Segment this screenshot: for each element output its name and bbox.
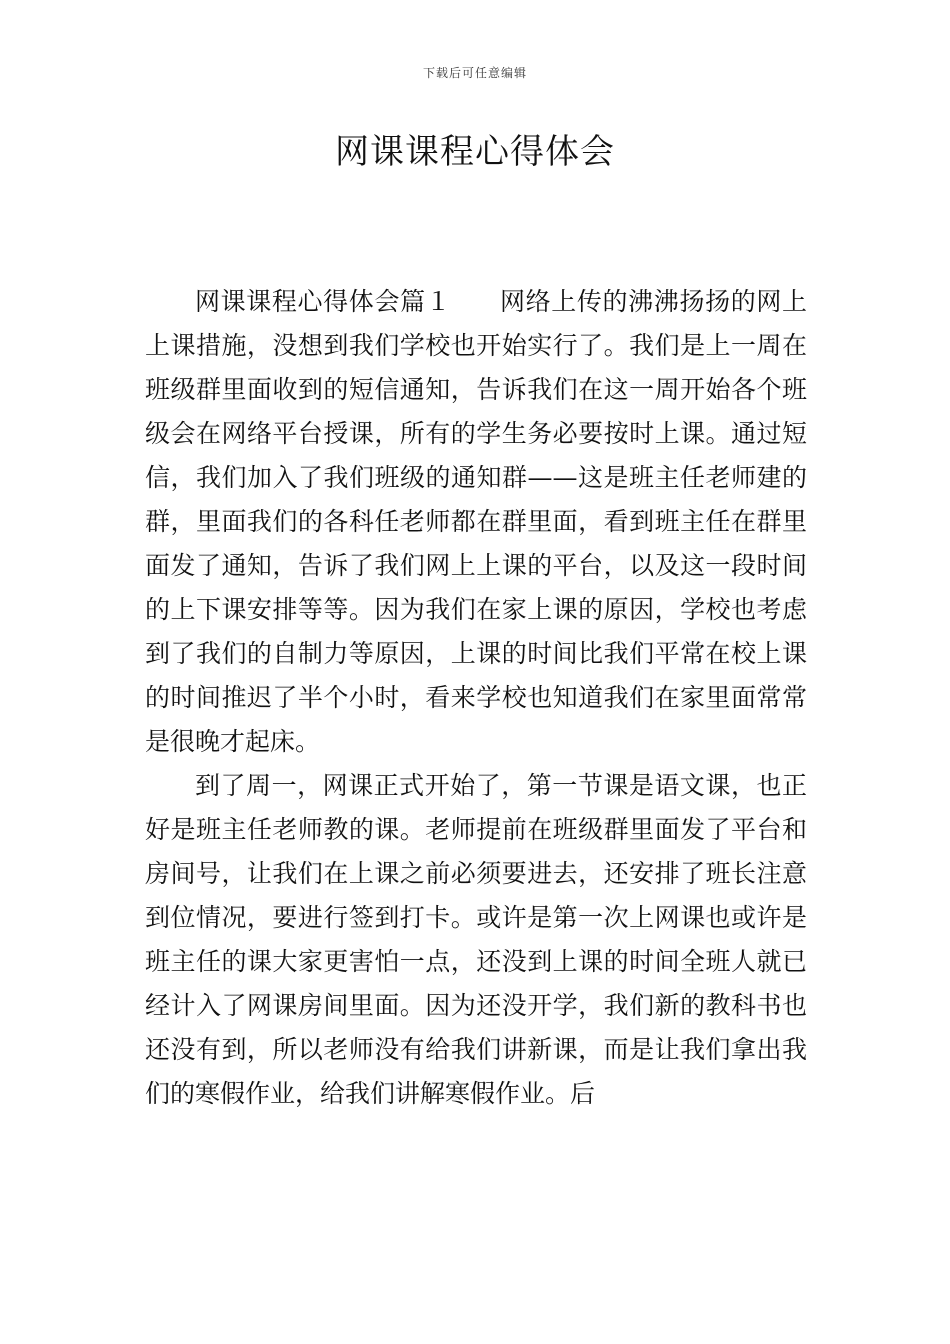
paragraph-2-text: 到了周一，网课正式开始了，第一节课是语文课，也正好是班主任老师教的课。老师提前在班级群里面发了平台和房间号，让我们在上课之前必须要进去，还安排了班长注意到位情况，要进行签到打卡。或许是第一次上网课也或许是班主任的课大家更害怕一点，还没到上课的时间全班人就已经计入了网课房间里面。因为还没开学，我们新的教科书也还没有到，所以老师没有给我们讲新课，而是让我们拿出我们的寒假作业，给我们讲解寒假作业。后	[145, 771, 807, 1108]
paragraph-1	[145, 280, 807, 764]
document-body	[145, 280, 807, 1116]
paragraph-2	[145, 764, 807, 1116]
document-title: 网课课程心得体会	[335, 132, 615, 172]
page-header-note: 下载后可任意编辑	[422, 66, 527, 80]
paragraph-1-text: 网络上传的沸沸扬扬的网上上课措施，没想到我们学校也开始实行了。我们是上一周在班级群里面收到的短信通知，告诉我们在这一周开始各个班级会在网络平台授课，所有的学生务必要按时上课。通过短信，我们加入了我们班级的通知群——这是班主任老师建的群，里面我们的各科任老师都在群里面，看到班主任在群里面发了通知，告诉了我们网上上课的平台，以及这一段时间的上下课安排等等。因为我们在家上课的原因，学校也考虑到了我们的自制力等原因，上课的时间比我们平常在校上课的时间推迟了半个小时，看来学校也知道我们在家里面常常是很晚才起床。	[145, 287, 807, 756]
paragraph-1-lead: 网课课程心得体会篇１	[195, 287, 452, 316]
